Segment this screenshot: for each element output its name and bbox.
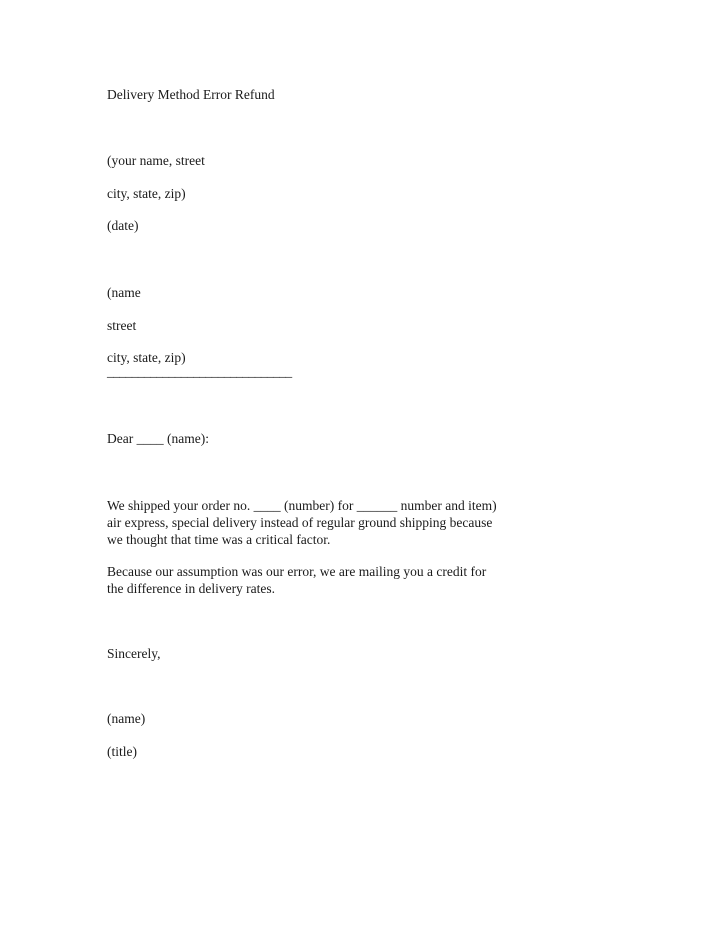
body-paragraph-2 (107, 563, 537, 597)
closing: Sincerely, (107, 646, 161, 661)
body-paragraph-1 (107, 497, 537, 548)
letter-title: Delivery Method Error Refund (107, 87, 275, 102)
body-paragraph-1-line: We shipped your order no. ____ (number) for ______ number and item) (107, 498, 497, 513)
recipient-street: street (107, 318, 137, 333)
sender-date: (date) (107, 218, 139, 233)
sender-name-street: (your name, street (107, 153, 205, 168)
signature-name: (name) (107, 711, 146, 726)
recipient-name: (name (107, 285, 141, 300)
body-paragraph-1-line: we thought that time was a critical factor. (107, 532, 331, 547)
body-paragraph-2-line: the difference in delivery rates. (107, 581, 276, 596)
salutation: Dear ____ (name): (107, 431, 209, 446)
recipient-rule: ______________________________ (107, 364, 292, 379)
sender-city-state-zip: city, state, zip) (107, 186, 186, 201)
body-paragraph-2-line: Because our assumption was our error, we are mailing you a credit for (107, 564, 487, 579)
body-paragraph-1-line: air express, special delivery instead of regular ground shipping because (107, 515, 493, 530)
signature-title: (title) (107, 744, 137, 759)
recipient-city-state-zip: city, state, zip) (107, 350, 186, 365)
